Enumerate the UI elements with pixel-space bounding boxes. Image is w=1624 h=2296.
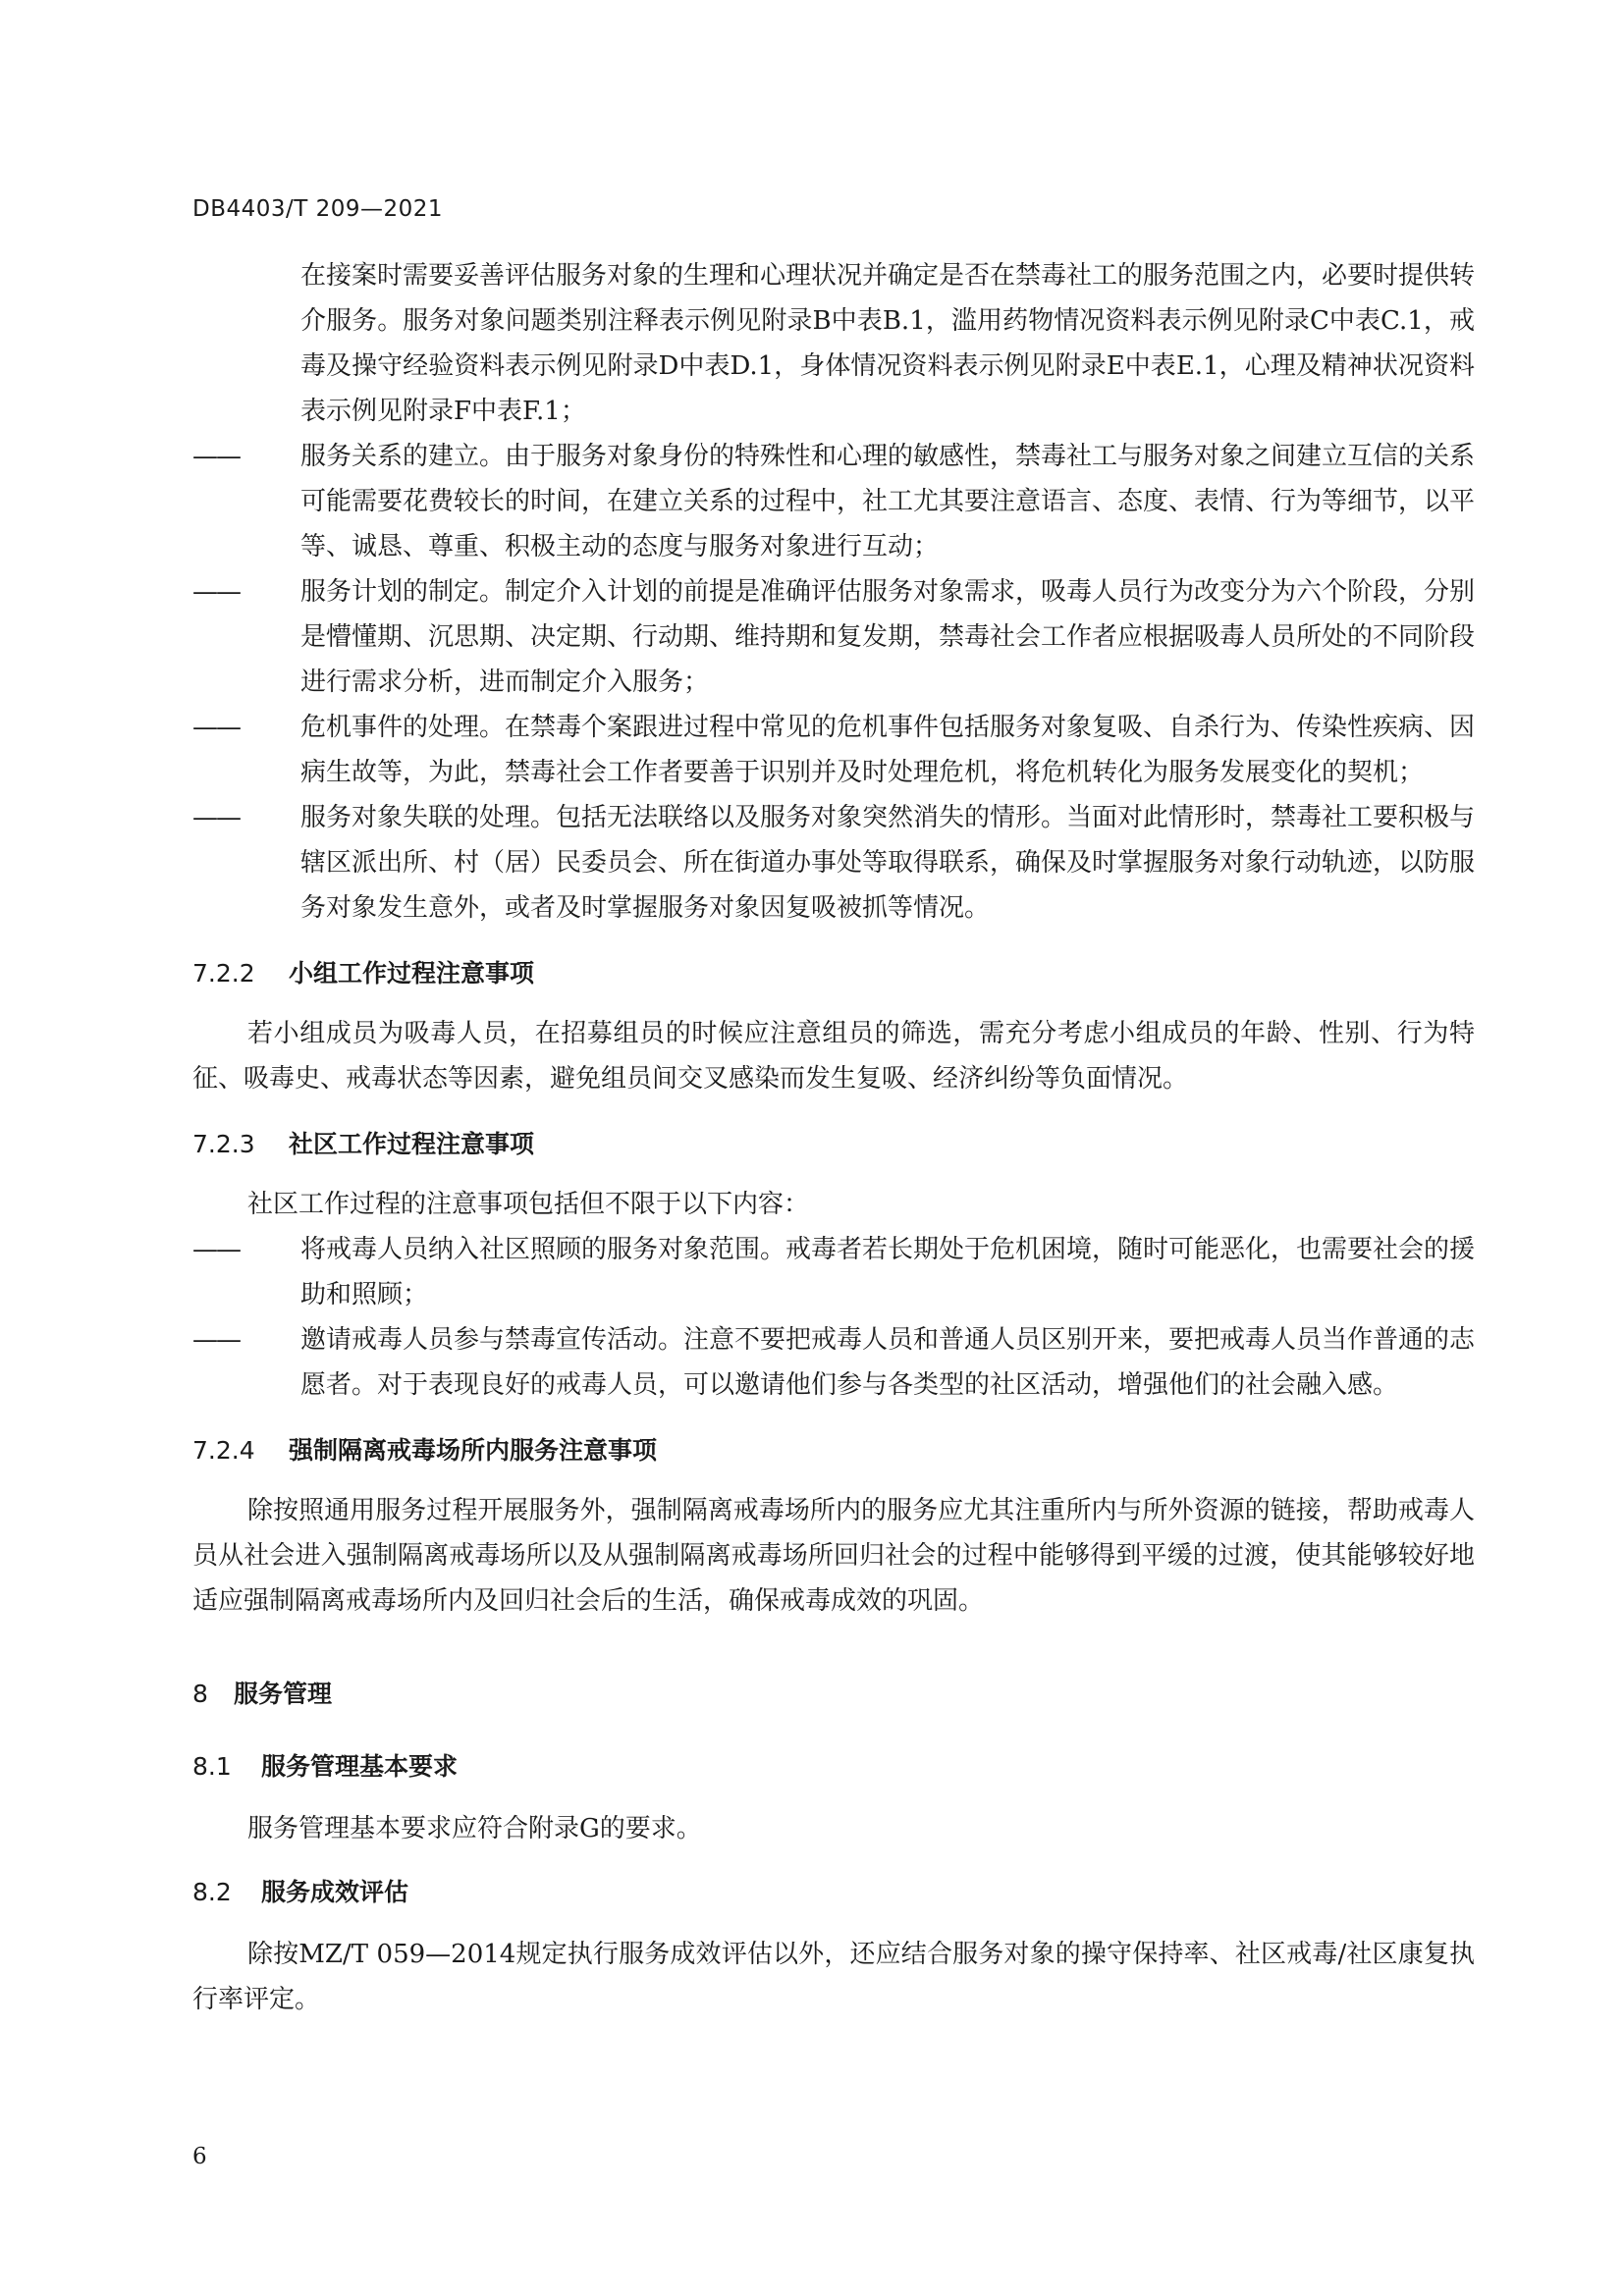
section-heading-7-2-3 (192, 1125, 1475, 1164)
section-title: 社区工作过程注意事项 (289, 1130, 535, 1158)
list-item-text: 服务关系的建立。由于服务对象身份的特殊性和心理的敏感性，禁毒社工与服务对象之间建立互信的关系可能需要花费较长的时间，在建立关系的过程中，社工尤其要注意语言、态度、表情、行为等细节，以平等、诚恳、尊重、积极主动的态度与服务对象进行互动； (300, 442, 1476, 561)
list-item (192, 434, 1475, 569)
list-item-text: 将戒毒人员纳入社区照顾的服务对象范围。戒毒者若长期处于危机困境，随时可能恶化，也需要社会的援助和照顾； (300, 1235, 1476, 1309)
section-number: 7.2.3 (192, 1130, 255, 1158)
section-heading-8-1 (192, 1747, 1475, 1787)
section-title: 强制隔离戒毒场所内服务注意事项 (289, 1436, 658, 1465)
section-heading-8-2 (192, 1873, 1475, 1912)
section-paragraph: 若小组成员为吸毒人员，在招募组员的时候应注意组员的筛选，需充分考虑小组成员的年龄、性别、行为特征、吸毒史、戒毒状态等因素，避免组员间交叉感染而发生复吸、经济纠纷等负面情况。 (192, 1019, 1475, 1094)
section-paragraph: 除按MZ/T 059—2014规定执行服务成效评估以外，还应结合服务对象的操守保持率、社区戒毒/社区康复执行率评定。 (192, 1940, 1475, 2014)
list-item (192, 569, 1475, 705)
dash-mark: —— (192, 577, 240, 607)
list-item-text: 服务对象失联的处理。包括无法联络以及服务对象突然消失的情形。当面对此情形时，禁毒社工要积极与辖区派出所、村（居）民委员会、所在街道办事处等取得联系，确保及时掌握服务对象行动轨迹，以防服务对象发生意外，或者及时掌握服务对象因复吸被抓等情况。 (300, 803, 1476, 923)
dash-mark: —— (192, 803, 240, 832)
page-number: 6 (192, 2144, 207, 2169)
chapter-number: 8 (192, 1680, 208, 1708)
section-heading-7-2-4 (192, 1431, 1475, 1470)
chapter-title: 服务管理 (234, 1680, 333, 1708)
section-number: 7.2.2 (192, 959, 255, 988)
document-body (192, 253, 1475, 2022)
continued-paragraph: 在接案时需要妥善评估服务对象的生理和心理状况并确定是否在禁毒社工的服务范围之内，必要时提供转介服务。服务对象问题类别注释表示例见附录B中表B.1，滥用药物情况资料表示例见附录C中表C.1，戒毒及操守经验资料表示例见附录D中表D.1，身体情况资料表示例见附录E中表E.1，心理及精神状况资料表示例见附录F中表F.1； (300, 261, 1476, 426)
section-heading-7-2-2 (192, 954, 1475, 993)
dash-mark: —— (192, 1235, 240, 1264)
list-item-text: 邀请戒毒人员参与禁毒宣传活动。注意不要把戒毒人员和普通人员区别开来，要把戒毒人员当作普通的志愿者。对于表现良好的戒毒人员，可以邀请他们参与各类型的社区活动，增强他们的社会融入感。 (300, 1325, 1476, 1400)
section-number: 8.2 (192, 1878, 232, 1906)
list-item-text: 危机事件的处理。在禁毒个案跟进过程中常见的危机事件包括服务对象复吸、自杀行为、传染性疾病、因病生故等，为此，禁毒社会工作者要善于识别并及时处理危机，将危机转化为服务发展变化的契机； (300, 713, 1476, 787)
section-number: 7.2.4 (192, 1436, 255, 1465)
section-paragraph: 服务管理基本要求应符合附录G的要求。 (247, 1814, 702, 1843)
dash-mark: —— (192, 713, 240, 742)
section-number: 8.1 (192, 1752, 232, 1781)
list-item (192, 1317, 1475, 1408)
chapter-heading-8 (192, 1675, 1475, 1714)
list-item-text: 服务计划的制定。制定介入计划的前提是准确评估服务对象需求，吸毒人员行为改变分为六个阶段，分别是懵懂期、沉思期、决定期、行动期、维持期和复发期，禁毒社会工作者应根据吸毒人员所处的不同阶段进行需求分析，进而制定介入服务； (300, 577, 1476, 697)
section-lead: 社区工作过程的注意事项包括但不限于以下内容： (247, 1190, 810, 1219)
list-item (192, 705, 1475, 795)
section-paragraph: 除按照通用服务过程开展服务外，强制隔离戒毒场所内的服务应尤其注重所内与所外资源的链接，帮助戒毒人员从社会进入强制隔离戒毒场所以及从强制隔离戒毒场所回归社会的过程中能够得到平缓的过渡，使其能够较好地适应强制隔离戒毒场所内及回归社会后的生活，确保戒毒成效的巩固。 (192, 1496, 1475, 1616)
list-item (192, 1227, 1475, 1317)
section-title: 服务成效评估 (261, 1878, 409, 1906)
document-code: DB4403/T 209—2021 (192, 196, 444, 222)
dash-mark: —— (192, 442, 240, 471)
dash-mark: —— (192, 1325, 240, 1355)
section-title: 服务管理基本要求 (261, 1752, 459, 1781)
section-title: 小组工作过程注意事项 (289, 959, 535, 988)
list-item (192, 795, 1475, 931)
